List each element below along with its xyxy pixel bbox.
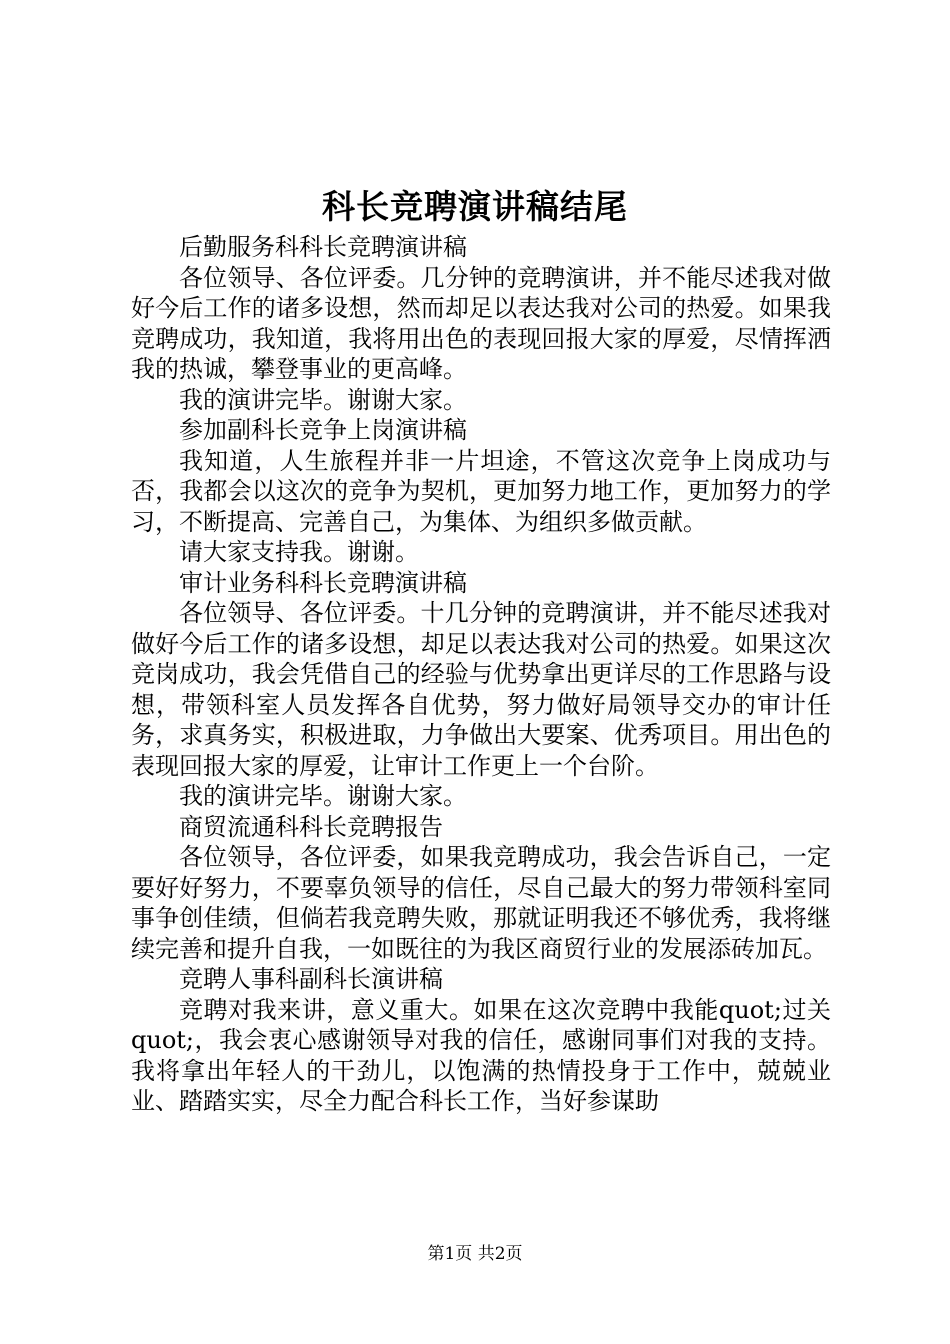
paragraph: 我的演讲完毕。谢谢大家。 <box>179 385 467 414</box>
paragraph: 请大家支持我。谢谢。 <box>179 538 419 566</box>
paragraph: 我知道，人生旅程并非一片坦途，不管这次竞争上岗成功与否，我都会以这次的竞争为契机，更加努力地工作，更加努力的学习，不断提高、完善自己，为集体、为组织多做贡献。 <box>131 446 831 536</box>
paragraph-heading: 竞聘人事科副科长演讲稿 <box>179 965 443 993</box>
paragraph-heading: 审计业务科科长竞聘演讲稿 <box>179 568 467 597</box>
paragraph: 竞聘对我来讲，意义重大。如果在这次竞聘中我能quot;过关quot;，我会衷心感谢领导对我的信任，感谢同事们对我的支持。我将拿出年轻人的干劲儿，以饱满的热情投身于工作中，兢兢业业、踏踏实实，尽全力配合科长工作，当好参谋助 <box>131 995 831 1115</box>
paragraph-heading: 商贸流通科科长竞聘报告 <box>179 812 443 841</box>
paragraph: 各位领导、各位评委。几分钟的竞聘演讲，并不能尽述我对做好今后工作的诸多设想，然而却足以表达我对公司的热爱。如果我竞聘成功，我知道，我将用出色的表现回报大家的厚爱，尽情挥洒我的热诚，攀登事业的更高峰。 <box>131 263 831 383</box>
paragraph-heading: 后勤服务科科长竞聘演讲稿 <box>179 233 467 261</box>
paragraph-heading: 参加副科长竞争上岗演讲稿 <box>179 416 467 444</box>
paragraph: 我的演讲完毕。谢谢大家。 <box>179 782 467 810</box>
document-body <box>131 232 831 1117</box>
paragraph: 各位领导、各位评委。十几分钟的竞聘演讲，并不能尽述我对做好今后工作的诸多设想，却足以表达我对公司的热爱。如果这次竞岗成功，我会凭借自己的经验与优势拿出更详尽的工作思路与设想，带领科室人员发挥各自优势，努力做好局领导交办的审计任务，求真务实，积极进取，力争做出大要案、优秀项目。用出色的表现回报大家的厚爱，让审计工作更上一个台阶。 <box>131 599 831 780</box>
page-number-footer: 第1页 共2页 <box>427 1244 523 1264</box>
document-title: 科长竞聘演讲稿结尾 <box>322 187 628 226</box>
paragraph: 各位领导，各位评委，如果我竞聘成功，我会告诉自己，一定要好好努力，不要辜负领导的信任，尽自己最大的努力带领科室同事争创佳绩，但倘若我竞聘失败，那就证明我还不够优秀，我将继续完善和提升自我，一如既往的为我区商贸行业的发展添砖加瓦。 <box>131 843 831 963</box>
